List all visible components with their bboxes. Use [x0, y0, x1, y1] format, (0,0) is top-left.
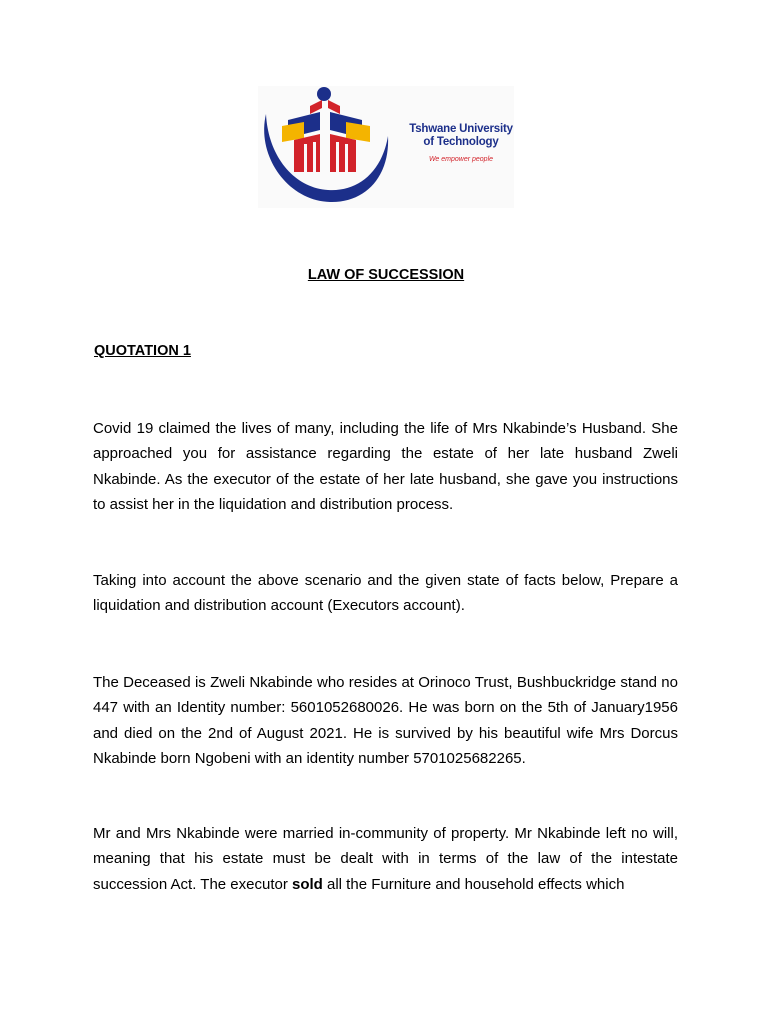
paragraph-deceased-details: The Deceased is Zweli Nkabinde who resides at Orinoco Trust, Bushbuckridge stand no 447 with an Identity number: 5601052680026. He was born on the 5th of January1956 and died on the 2nd of August 2021. He is survived by his beautiful wife Mrs Dorcus Nkabinde born Ngobeni with an identity number 5701025682265.: [93, 674, 678, 767]
logo-institution-name: Tshwane University of Technology: [409, 123, 513, 148]
logo-tagline: We empower people: [428, 156, 494, 163]
section-heading: QUOTATION 1: [94, 343, 191, 359]
paragraph-scenario: Covid 19 claimed the lives of many, including the life of Mrs Nkabinde’s Husband. She approached you for assistance regarding the estate of her late husband Zweli Nkabinde. As the executor of the estate of her late husband, she gave you instructions to assist her in the liquidation and distribution process.: [93, 420, 678, 513]
logo-emblem-icon: [258, 86, 408, 208]
paragraph-text-end: all the Furniture and household effects which: [322, 875, 625, 893]
paragraph-marriage-details: [93, 821, 678, 897]
paragraph-bold-word: sold: [292, 875, 323, 893]
document-title: LAW OF SUCCESSION: [307, 267, 465, 283]
paragraph-text-start: Mr and Mrs Nkabinde were married in-community of property. Mr Nkabinde left no will, meaning that his estate must be dealt with in terms of the law of the intestate succession Act. The executor: [93, 825, 678, 893]
paragraph-instruction: Taking into account the above scenario and the given state of facts below, Prepare a liquidation and distribution account (Executors account).: [93, 572, 678, 615]
university-logo: [258, 86, 514, 208]
